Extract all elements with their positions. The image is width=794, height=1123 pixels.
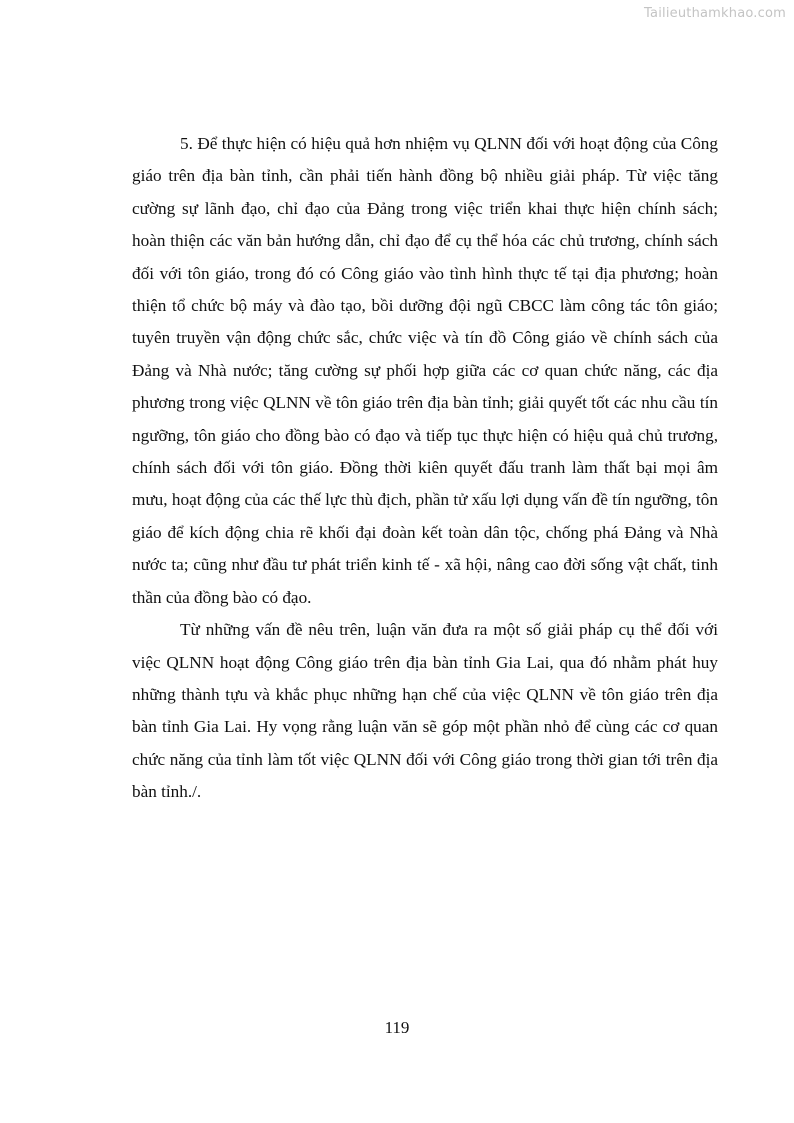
document-body — [132, 128, 718, 809]
watermark: Tailieuthamkhao.com — [644, 6, 786, 21]
page-number: 119 — [384, 1018, 410, 1037]
paragraph: 5. Để thực hiện có hiệu quả hơn nhiệm vụ QLNN đối với hoạt động của Công giáo trên địa bàn tỉnh, cần phải tiến hành đồng bộ nhiều giải pháp. Từ việc tăng cường sự lãnh đạo, chỉ đạo của Đảng trong việc triển khai thực hiện chính sách; hoàn thiện các văn bản hướng dẫn, chỉ đạo để cụ thể hóa các chủ trương, chính sách đối với tôn giáo, trong đó có Công giáo vào tình hình thực tế tại địa phương; hoàn thiện tổ chức bộ máy và đào tạo, bồi dưỡng đội ngũ CBCC làm công tác tôn giáo; tuyên truyền vận động chức sắc, chức việc và tín đồ Công giáo về chính sách của Đảng và Nhà nước; tăng cường sự phối hợp giữa các cơ quan chức năng, các địa phương trong việc QLNN về tôn giáo trên địa bàn tỉnh; giải quyết tốt các nhu cầu tín ngưỡng, tôn giáo cho đồng bào có đạo và tiếp tục thực hiện có hiệu quả chủ trương, chính sách đối với tôn giáo. Đồng thời kiên quyết đấu tranh làm thất bại mọi âm mưu, hoạt động của các thế lực thù địch, phần tử xấu lợi dụng vấn đề tín ngưỡng, tôn giáo để kích động chia rẽ khối đại đoàn kết toàn dân tộc, chống phá Đảng và Nhà nước ta; cũng như đầu tư phát triển kinh tế - xã hội, nâng cao đời sống vật chất, tinh thần của đồng bào có đạo. — [132, 134, 718, 607]
paragraph: Từ những vấn đề nêu trên, luận văn đưa ra một số giải pháp cụ thể đối với việc QLNN hoạt động Công giáo trên địa bàn tỉnh Gia Lai, qua đó nhằm phát huy những thành tựu và khắc phục những hạn chế của việc QLNN về tôn giáo trên địa bàn tỉnh Gia Lai. Hy vọng rằng luận văn sẽ góp một phần nhỏ để cùng các cơ quan chức năng của tỉnh làm tốt việc QLNN đối với Công giáo trong thời gian tới trên địa bàn tỉnh./. — [132, 620, 718, 802]
